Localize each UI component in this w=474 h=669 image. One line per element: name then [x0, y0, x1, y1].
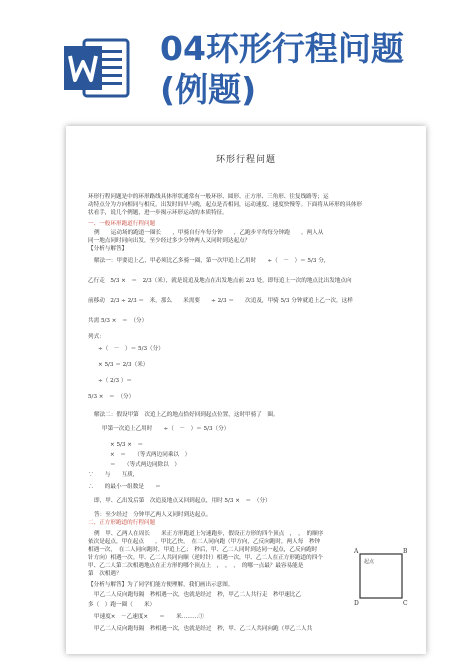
- text-line: 甲、乙二人第二次相遇地点在正方形的哪个顶点上 ， ， ， 的哪一点最？最容易能是: [88, 563, 304, 569]
- text-line: 例 运动场的跑道一圈长 ，甲骑自行车每分钟 ，乙跑步平均每分钟跑 。两人从: [94, 230, 324, 236]
- document-title: 04环形行程问题 (例题): [160, 29, 404, 109]
- text-line: 【分析与解答】为了同学们能方便理解，我们画出示意图。: [88, 582, 234, 588]
- text-line: 环形行程问题是中的环形路线具体形状通常有一般环形、圆形、正方形、三角形、往复线路等；运: [88, 194, 329, 200]
- text-line: 例 甲、乙两人在周长 米正方形跑道上匀速跑步，假设正方形的四个顶点 ， ， 的顺序: [94, 531, 324, 537]
- text-line: ÷（ 2/3 ）＝: [98, 378, 133, 384]
- text-line: 依次是起点，甲在起点 ，甲比乙快， 在二人同向跑（甲方向，乙反向跑时，两人每 秒钟: [88, 539, 321, 545]
- text-line: ∴ 的最小一组数是 ＝: [88, 484, 161, 490]
- text-line: 第 次相遇？: [88, 571, 122, 577]
- text-line: 乙行走 5/3 × ＝ 2/3（米），就是说追及地点在出发地点前 2/3 处，即每追上一次的地点比出发地点向: [88, 278, 352, 284]
- figure-start-label: 起点: [364, 559, 375, 565]
- text-line: 甲乙二人反向跑每隔 秒相遇一次，也就是经过 秒，甲乙二人共行走 秒甲速比乙: [94, 592, 301, 598]
- text-line: 动特点分为方向相同与相反，出发时间早与晚，起点是否相同，运动速度、速度快慢等。下面将从环形的具体形: [88, 202, 363, 208]
- banner: [0, 0, 474, 120]
- square-track-figure: [352, 544, 410, 606]
- text-line: 解法二：假设甲第 次追上乙的地点恰好回到起点位置，这时甲骑了 圈。: [94, 412, 279, 418]
- text-line: 答：至少经过 分钟甲乙两人又同时到达起点。: [94, 512, 212, 518]
- text-line: ÷（ － ）＝ 5/3（分）: [98, 346, 164, 352]
- figure-corner-b: B: [403, 548, 408, 555]
- text-line: 二、正方形跑道的行程问题: [88, 520, 156, 526]
- figure-corner-c: C: [403, 600, 408, 606]
- text-line: 甲第一次追上乙用时 ÷（ － ）＝ 5/3（分）: [102, 426, 230, 432]
- text-line: 相遇一次， 在二人同向跑时，甲追上乙； 秒后，甲、乙二人同时到达同一起点，乙反向跑时: [88, 547, 318, 553]
- text-line: ∵ 与 互质，: [88, 472, 139, 478]
- text-line: 解法一：甲要追上乙，甲必须比乙多骑一圈，第一次甲追上乙用时 ÷（ － ）＝ 5/3 分，: [94, 258, 330, 264]
- text-line: 同一地点同时同向出发，至少经过多少分钟两人又同时到达起点？: [88, 238, 251, 244]
- text-line: 甲乙二人反向跑每隔 秒相遇一次，也就是经过 秒，甲、乙二人共同向跑（甲乙二人共: [94, 626, 313, 632]
- text-line: 针方向）相遇一次。甲、乙二人共同向顺（逆时针）相遇一次，甲、乙二人在正方形跑道的四个: [88, 555, 323, 561]
- text-line: 共需 5/3 × ＝ （分）: [88, 318, 148, 324]
- figure-corner-d: D: [354, 600, 359, 606]
- text-line: 多（ ）跑一圈（ 米）: [88, 602, 156, 608]
- text-line: 5/3 × ＝ （分）: [88, 394, 135, 400]
- text-line: 【分析与解答】: [88, 246, 128, 252]
- word-document-icon: [62, 36, 132, 100]
- text-line: 状看手，说几个例题，进一步揭示环形运动的本质特征。: [88, 210, 228, 216]
- text-line: 一、一般环形跑道行程问题: [88, 221, 156, 227]
- text-line: × ＝ （等式两边同乘以 ）: [110, 452, 191, 458]
- page-heading: 环形行程问题: [215, 155, 276, 165]
- text-line: 前移动 2/3 ÷ 2/3 ＝ 米，那么 米需要 ÷ 2/3 ＝ 次追及，甲骑 5/3 分钟就追上乙一次，这样: [88, 298, 353, 304]
- text-line: × 5/3 × ＝: [110, 442, 144, 448]
- document-page: [66, 126, 426, 654]
- text-line: 即，甲、乙出发后第 次追及地点又回到起点，用时 5/3 × ＝ （分）: [94, 498, 271, 504]
- text-line: ＝ （等式两边同除以 ）: [110, 462, 180, 468]
- text-line: 甲速度× －乙速度× ＝ 米………①: [94, 614, 205, 620]
- text-line: × 5/3 ＝ 2/3（米）: [98, 362, 149, 368]
- figure-corner-a: A: [354, 548, 359, 555]
- text-line: 列式：: [88, 334, 105, 340]
